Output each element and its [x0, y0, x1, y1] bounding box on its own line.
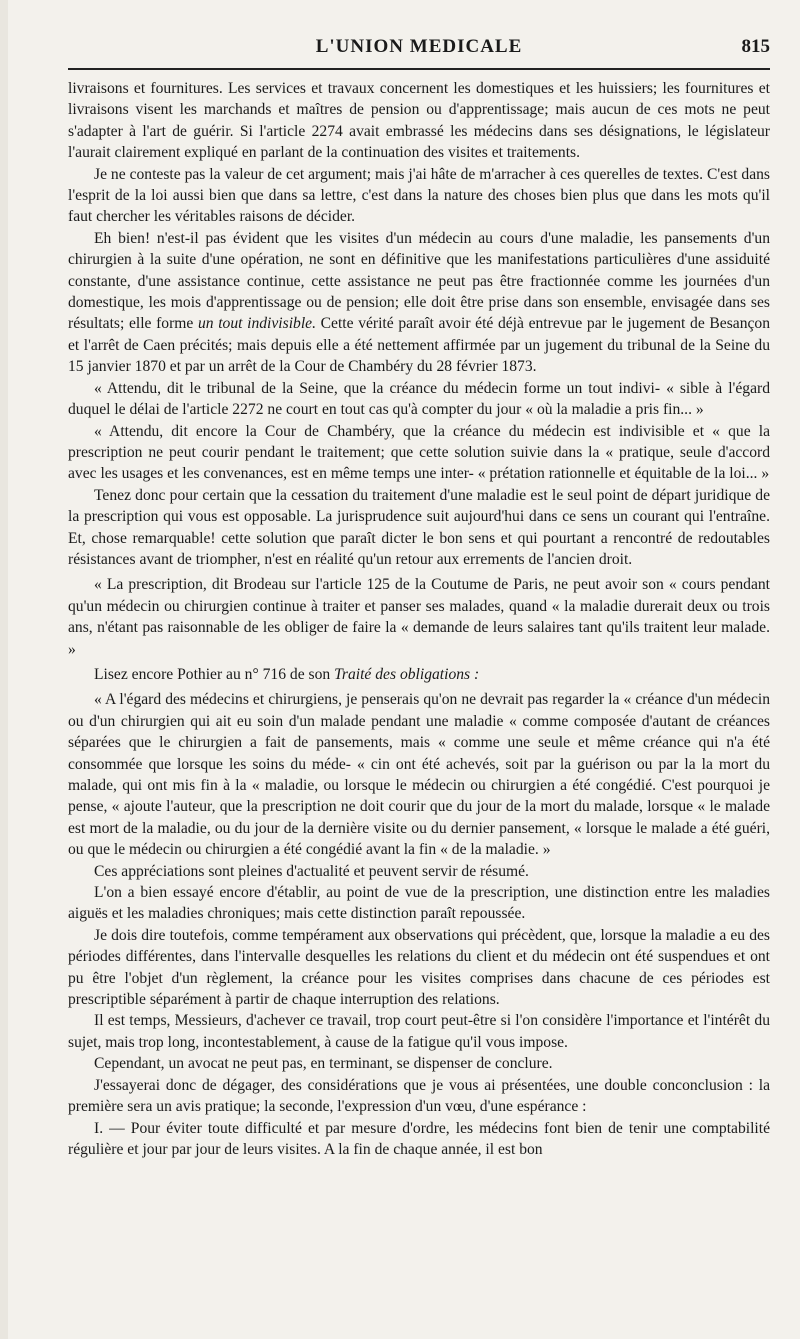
paragraph: Tenez donc pour certain que la cessation du traitement d'une maladie est le seul point de départ juridique de la prescription qui vous est opposable. La jurisprudence suit aujourd'hui dans ce sens un courant qui l'entraîne. Et, chose remarquable! cette solution que paraît dicter le bon sens et qui pourtant a rencontré de redoutables résistances avant de triompher, n'est en réalité qu'un retour aux errements de l'ancien droit. — [68, 486, 770, 568]
paragraph: Ces appréciations sont pleines d'actualité et peuvent servir de résumé. — [94, 862, 529, 880]
paragraph: I. — Pour éviter toute difficulté et par mesure d'ordre, les médecins font bien de tenir une comptabilité régulière et jour par jour de leurs visites. A la fin de chaque année, il est bon — [68, 1119, 770, 1158]
paragraph: J'essayerai donc de dégager, des considérations que je vous ai présentées, une double conconclusion : la première sera un avis pratique; la seconde, l'expression d'un vœu, d'une espérance : — [68, 1076, 770, 1116]
paragraph — [68, 664, 770, 685]
body-text — [68, 78, 770, 1160]
paragraph: L'on a bien essayé encore d'établir, au point de vue de la prescription, une distinction entre les maladies aiguës et les maladies chroniques; mais cette distinction paraît repoussée. — [68, 884, 770, 923]
page-header — [68, 28, 770, 70]
paragraph: Je ne conteste pas la valeur de cet argument; mais j'ai hâte de m'arracher à ces querelles de textes. C'est dans l'esprit de la loi aussi bien que dans sa lettre, c'est dans la nature des choses bien plus que dans les mots qu'il faut chercher les véritables raisons de décider. — [68, 165, 770, 226]
paragraph: Cependant, un avocat ne peut pas, en terminant, se dispenser de conclure. — [94, 1055, 553, 1073]
paragraph — [68, 228, 770, 378]
paragraph-text: Eh bien! n'est-il pas évident que les visites d'un médecin au cours d'une maladie, les pansements d'un chirurgien à la suite d'une opération, ne sont en définitive que les manifestations particulières d'une assiduité constante, d'une assistance continue, cette assistance ne peut pas être fractionnée comme les journées d'un domestique, les mois d'apprentissage ou de pension; elle doit être prise dans son ensemble, envisagée dans ses résultats; elle forme — [68, 229, 770, 333]
paragraph-text: Cette vérité paraît avoir été déjà entrevue par le jugement de Besançon et l'arrêt de Caen précités; mais depuis elle a été nettement affirmée par un jugement du tribunal de la Seine du 15 janvier 1870 et par un arrêt de la Cour de Chambéry du 28 février 1873. — [68, 315, 771, 376]
quotation: « La prescription, dit Brodeau sur l'article 125 de la Coutume de Paris, ne peut avoir son « cours pendant qu'un médecin ou chirurgien continue à traiter et panser ses malades, quand « la maladie durerait deux ou trois ans, n'étant pas raisonnable de les obliger de faire la « demande de leurs salaires tant qu'ils traitent leur malade. » — [68, 576, 770, 658]
quotation: « A l'égard des médecins et chirurgiens, je penserais qu'on ne devrait pas regarder la « créance d'un médecin ou d'un chirurgien qui ait eu soin d'un malade pendant une maladie « comme composée d'autant de créances séparées que le chirurgien a fait de pansements, mais « comme une seule et même créance qui n'a été consommée que lorsque les soins du méde- « cin ont été achevés, soit par la guérison ou par la la mort du malade, qui ont mis fin à la « maladie, ou lorsque le médecin ou chirurgien a été congédié. C'est pourquoi je pense, « ajoute l'auteur, que la prescription ne doit courir que du jour de la mort du malade, lorsque « le malade est mort de la maladie, ou du jour de la dernière visite ou du dernier pansement, « lorsque le malade a été guéri, ou que le médecin ou chirurgien a été congédié avant la fin « de la maladie. » — [68, 691, 770, 859]
paragraph: Je dois dire toutefois, comme tempérament aux observations qui précèdent, que, lorsque la maladie a eu des périodes différentes, dans l'intervalle desquelles les relations du client et du médecin ont été suspendues et ont pu être l'objet d'un règlement, la créance pour les visites comprises dans chacune de ces périodes est prescriptible séparément à partir de chaque interruption des relations. — [68, 926, 770, 1009]
emphasis-text: Traité des obligations : — [334, 665, 480, 683]
document-page — [8, 0, 800, 1339]
paragraph-text: Lisez encore Pothier au n° 716 de son — [94, 665, 331, 683]
emphasis-text: un tout indivisible. — [197, 315, 316, 333]
paragraph: livraisons et fournitures. Les services et travaux concernent les domestiques et les huissiers; les fournitures et livraisons visent les marchands et maîtres de pension ou d'apprentissage; mais aucun de ces mots ne peut s'adapter à l'art de guérir. Si l'article 2274 avait embrassé les médecins dans ses désignations, le législateur l'aurait clairement expliqué en parlant de la continuation des visites et traitements. — [68, 80, 770, 162]
running-title: L'UNION MEDICALE — [315, 36, 523, 57]
quotation: « Attendu, dit le tribunal de la Seine, que la créance du médecin forme un tout indivi- « sible à l'égard duquel le délai de l'article 2272 ne court en tout cas qu'à compter du jour « où la maladie a pris fin... » — [68, 379, 770, 419]
quotation: « Attendu, dit encore la Cour de Chambéry, que la créance du médecin est indivisible et « que la prescription ne peut courir pendant le traitement; que cette solution suivie dans la « pratique, seule d'accord avec les usages et les convenances, est en même temps une inter- « prétation rationnelle et équitable de la loi... » — [68, 422, 770, 483]
page-number: 815 — [741, 36, 770, 57]
paragraph: Il est temps, Messieurs, d'achever ce travail, trop court peut-être si l'on considère l'importance et l'intérêt du sujet, mais trop long, incontestablement, à cause de la fatigue qu'il vous impose. — [68, 1012, 770, 1051]
